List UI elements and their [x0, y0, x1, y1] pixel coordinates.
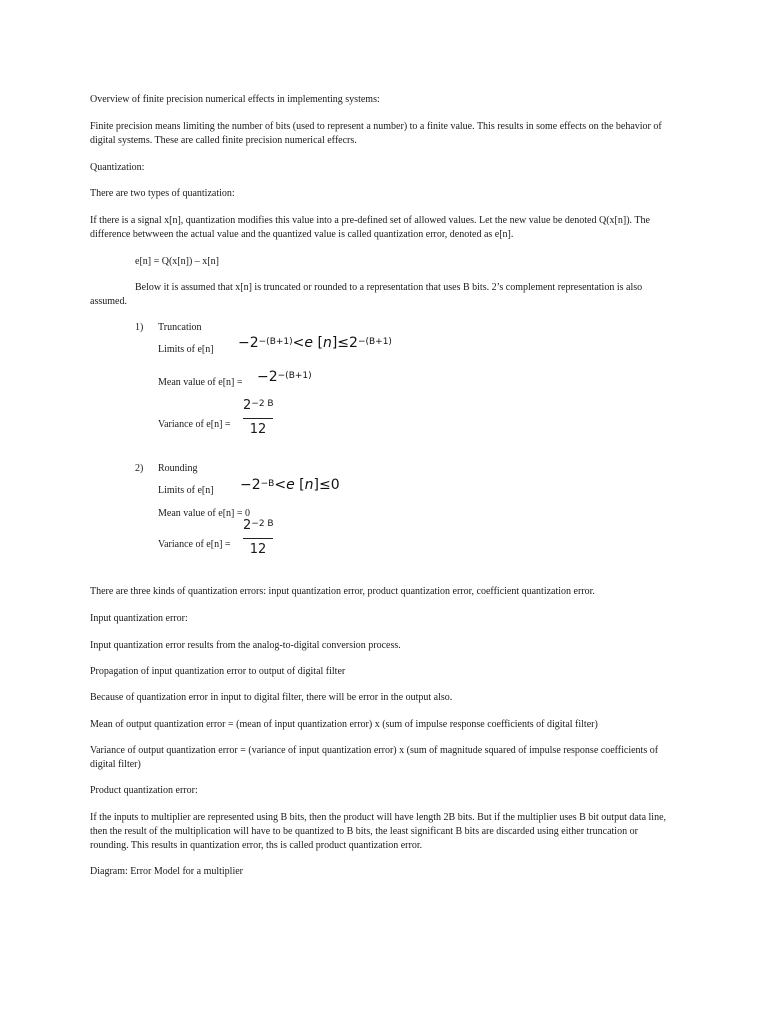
- input-quantization-heading: Input quantization error:: [90, 613, 188, 624]
- product-quantization-line-2: then the result of the multiplication will have to be quantized to B bits, the least significant B bits are discarded using either truncation or: [90, 826, 638, 837]
- variance-output-line-2: digital filter): [90, 759, 141, 770]
- assumption-line-2: assumed.: [90, 296, 127, 307]
- product-quantization-line-1: If the inputs to multiplier are represented using B bits, then the product will have length 2B bits. But if the multiplier uses B bit output data line,: [90, 812, 667, 823]
- mean-output-text: Mean of output quantization error = (mean of input quantization error) x (sum of impulse response coefficients of digital filter): [90, 719, 598, 730]
- signal-paragraph-line-1: If there is a signal x[n], quantization modifies this value into a pre-defined set of allowed values. Let the new value be denoted Q(x[n]). The: [90, 215, 650, 226]
- error-equation: e[n] = Q(x[n]) – x[n]: [135, 256, 219, 267]
- rounding-variance-label: Variance of e[n] =: [158, 539, 231, 550]
- propagation-heading: Propagation of input quantization error to output of digital filter: [90, 666, 346, 677]
- finite-precision-line-1: Finite precision means limiting the number of bits (used to represent a number) to a finite value. This results in some effects on the behavior of: [90, 121, 662, 132]
- rounding-variance-fraction: $\frac{2^{-2 B}}{12}$: [243, 518, 274, 557]
- rounding-limits-formula: $-2^{-B}<e$ [n]≤0: [240, 477, 340, 493]
- because-text: Because of quantization error in input to digital filter, there will be error in the output also.: [90, 692, 453, 703]
- truncation-variance-label: Variance of e[n] =: [158, 419, 231, 430]
- truncation-mean-formula: $-2^{-(B+1)}$: [257, 369, 312, 385]
- variance-output-line-1: Variance of output quantization error = (variance of input quantization error) x (sum of magnitude squared of impulse response coefficients of: [90, 745, 659, 756]
- rounding-mean-label: Mean value of e[n] = 0: [158, 508, 250, 519]
- product-quantization-heading: Product quantization error:: [90, 785, 198, 796]
- quantization-heading: Quantization:: [90, 162, 145, 173]
- three-kinds-text: There are three kinds of quantization errors: input quantization error, product quantization error, coefficient quantization error.: [90, 586, 595, 597]
- truncation-limits-formula: $-2^{-(B+1)}<e$ $[n]\le 2^{-(B+1)}$: [238, 335, 392, 351]
- truncation-label: Truncation: [158, 322, 202, 333]
- rounding-number: 2): [135, 463, 144, 474]
- input-quantization-text: Input quantization error results from the analog-to-digital conversion process.: [90, 640, 401, 651]
- finite-precision-line-2: digital systems. These are called finite precision numerical effecrs.: [90, 135, 357, 146]
- signal-paragraph-line-2: difference betwween the actual value and the quantized value is called quantization error, denoted as e[n].: [90, 229, 514, 240]
- product-quantization-line-3: rounding. This results in quantization error, ths is called product quantization error.: [90, 840, 423, 851]
- truncation-variance-fraction: $\frac{2^{-2 B}}{12}$: [243, 398, 274, 437]
- overview-title: Overview of finite precision numerical effects in implementing systems:: [90, 94, 380, 105]
- rounding-limits-label: Limits of e[n]: [158, 485, 214, 496]
- truncation-mean-label: Mean value of e[n] =: [158, 377, 243, 388]
- truncation-limits-label: Limits of e[n]: [158, 344, 214, 355]
- assumption-line-1: Below it is assumed that x[n] is truncated or rounded to a representation that uses B bits. 2’s complement representation is also: [135, 282, 643, 293]
- truncation-number: 1): [135, 322, 144, 333]
- rounding-label: Rounding: [158, 463, 198, 474]
- two-types-text: There are two types of quantization:: [90, 188, 235, 199]
- diagram-caption: Diagram: Error Model for a multiplier: [90, 866, 244, 877]
